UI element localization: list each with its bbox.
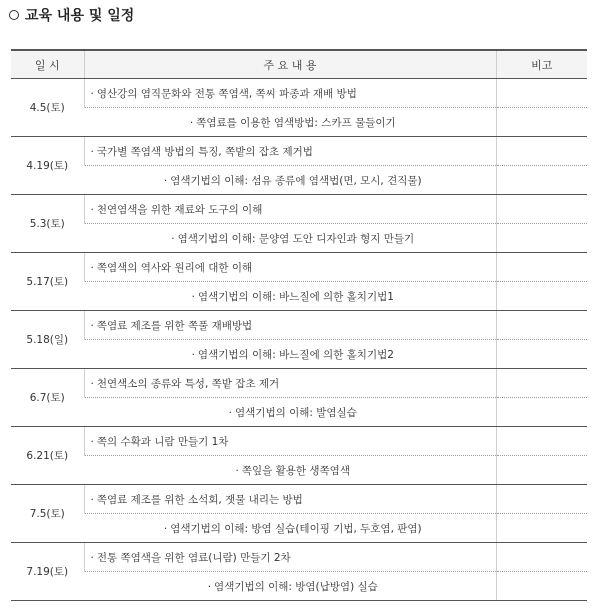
session-item-text: 전통 쪽염색을 위한 염료(니람) 만들기 2차 <box>96 551 291 564</box>
bullet-dot: · <box>191 290 195 303</box>
bullet-dot: · <box>189 116 194 129</box>
session-date: 7.19(토) <box>11 543 84 601</box>
session-item-text: 쪽잎을 활용한 생쪽염색 <box>241 464 350 477</box>
bullet-dot: · <box>228 406 233 419</box>
session-item <box>84 340 496 369</box>
session-item-text: 천연색소의 종류와 특성, 쪽밭 잡초 제거 <box>96 377 280 390</box>
bullet-dot: · <box>90 377 94 390</box>
table-row <box>11 543 587 572</box>
session-date: 6.7(토) <box>11 369 84 427</box>
session-note <box>496 514 587 543</box>
table-header-row <box>11 50 587 79</box>
session-note <box>496 543 587 572</box>
bullet-dot: · <box>90 493 94 506</box>
session-item <box>84 427 496 456</box>
session-item-text: 천연염색을 위한 재료와 도구의 이해 <box>96 203 263 216</box>
session-item-text: 염색기법의 이해: 바느질에 의한 홀치기법1 <box>197 290 394 303</box>
session-note <box>496 427 587 456</box>
bullet-dot: · <box>90 145 94 158</box>
session-item-text: 쪽염료 제조를 위한 쪽풀 재배방법 <box>96 319 253 332</box>
bullet-dot: · <box>90 87 94 100</box>
bullet-dot: · <box>171 232 175 245</box>
session-item <box>84 79 496 108</box>
bullet-dot: · <box>90 435 94 448</box>
session-item <box>84 485 496 514</box>
session-note <box>496 311 587 340</box>
table-row <box>11 311 587 340</box>
session-date: 4.5(토) <box>11 79 84 137</box>
session-note <box>496 137 587 166</box>
schedule-body <box>11 79 587 601</box>
table-row <box>11 108 587 137</box>
session-date: 6.21(토) <box>11 427 84 485</box>
table-row <box>11 398 587 427</box>
session-note <box>496 340 587 369</box>
bullet-dot: · <box>90 203 94 216</box>
session-item <box>84 108 496 137</box>
bullet-dot: · <box>207 580 212 593</box>
session-note <box>496 456 587 485</box>
table-row <box>11 282 587 311</box>
session-note <box>496 79 587 108</box>
session-item <box>84 456 496 485</box>
session-item <box>84 253 496 282</box>
session-item <box>84 514 496 543</box>
session-item <box>84 195 496 224</box>
bullet-dot: · <box>235 464 239 477</box>
session-item <box>84 398 496 427</box>
session-item-text: 염색기법의 이해: 발염실습 <box>235 406 357 419</box>
session-note <box>496 485 587 514</box>
session-item <box>84 282 496 311</box>
session-item-text: 염색기법의 이해: 섬유 종류에 염색법(면, 모시, 견직물) <box>170 174 422 187</box>
bullet-dot: · <box>191 348 195 361</box>
session-date: 5.3(토) <box>11 195 84 253</box>
session-item-text: 쪽염료 제조를 위한 소석회, 잿물 내리는 방법 <box>96 493 303 506</box>
session-date: 5.18(일) <box>11 311 84 369</box>
session-item <box>84 572 496 601</box>
header-content: 주 요 내 용 <box>84 50 496 79</box>
table-row <box>11 137 587 166</box>
header-date: 일 시 <box>11 50 84 79</box>
bullet-dot: · <box>163 174 168 187</box>
schedule-table <box>11 49 587 601</box>
session-item <box>84 543 496 572</box>
table-row <box>11 572 587 601</box>
session-item <box>84 224 496 253</box>
session-note <box>496 224 587 253</box>
bullet-dot: · <box>90 551 94 564</box>
session-item-text: 염색기법의 이해: 바느질에 의한 홀치기법2 <box>197 348 394 361</box>
table-row <box>11 485 587 514</box>
session-date: 7.5(토) <box>11 485 84 543</box>
table-row <box>11 456 587 485</box>
session-item-text: 쪽의 수확과 니람 만들기 1차 <box>96 435 229 448</box>
table-row <box>11 514 587 543</box>
session-item <box>84 166 496 195</box>
table-row <box>11 427 587 456</box>
session-item-text: 염색기법의 이해: 방염 실습(테이핑 기법, 두호염, 판염) <box>170 522 422 535</box>
bullet-dot: · <box>163 522 168 535</box>
table-row <box>11 195 587 224</box>
session-item-text: 쪽염료를 이용한 염색방법: 스카프 물들이기 <box>196 116 396 129</box>
session-note <box>496 108 587 137</box>
section-title-text: 교육 내용 및 일정 <box>25 8 135 24</box>
table-row <box>11 224 587 253</box>
table-row <box>11 253 587 282</box>
table-row <box>11 340 587 369</box>
bullet-dot: · <box>90 261 94 274</box>
session-note <box>496 398 587 427</box>
table-row <box>11 369 587 398</box>
section-title <box>9 4 134 26</box>
session-note <box>496 253 587 282</box>
session-item <box>84 137 496 166</box>
session-note <box>496 195 587 224</box>
session-note <box>496 282 587 311</box>
session-item <box>84 311 496 340</box>
session-date: 4.19(토) <box>11 137 84 195</box>
session-item-text: 영산강의 염직문화와 전통 쪽염색, 쪽씨 파종과 재배 방법 <box>96 87 357 100</box>
circle-bullet-icon <box>9 10 19 20</box>
session-item-text: 쪽염색의 역사와 원리에 대한 이해 <box>96 261 253 274</box>
session-note <box>496 369 587 398</box>
bullet-dot: · <box>90 319 94 332</box>
session-item-text: 염색기법의 이해: 방염(납방염) 실습 <box>214 580 378 593</box>
session-item-text: 국가별 쪽염색 방법의 특징, 쪽밭의 잡초 제거법 <box>96 145 313 158</box>
table-row <box>11 79 587 108</box>
header-note: 비고 <box>496 50 587 79</box>
session-item <box>84 369 496 398</box>
table-row <box>11 166 587 195</box>
session-note <box>496 166 587 195</box>
session-date: 5.17(토) <box>11 253 84 311</box>
session-item-text: 염색기법의 이해: 문양염 도안 디자인과 형지 만들기 <box>177 232 415 245</box>
session-note <box>496 572 587 601</box>
